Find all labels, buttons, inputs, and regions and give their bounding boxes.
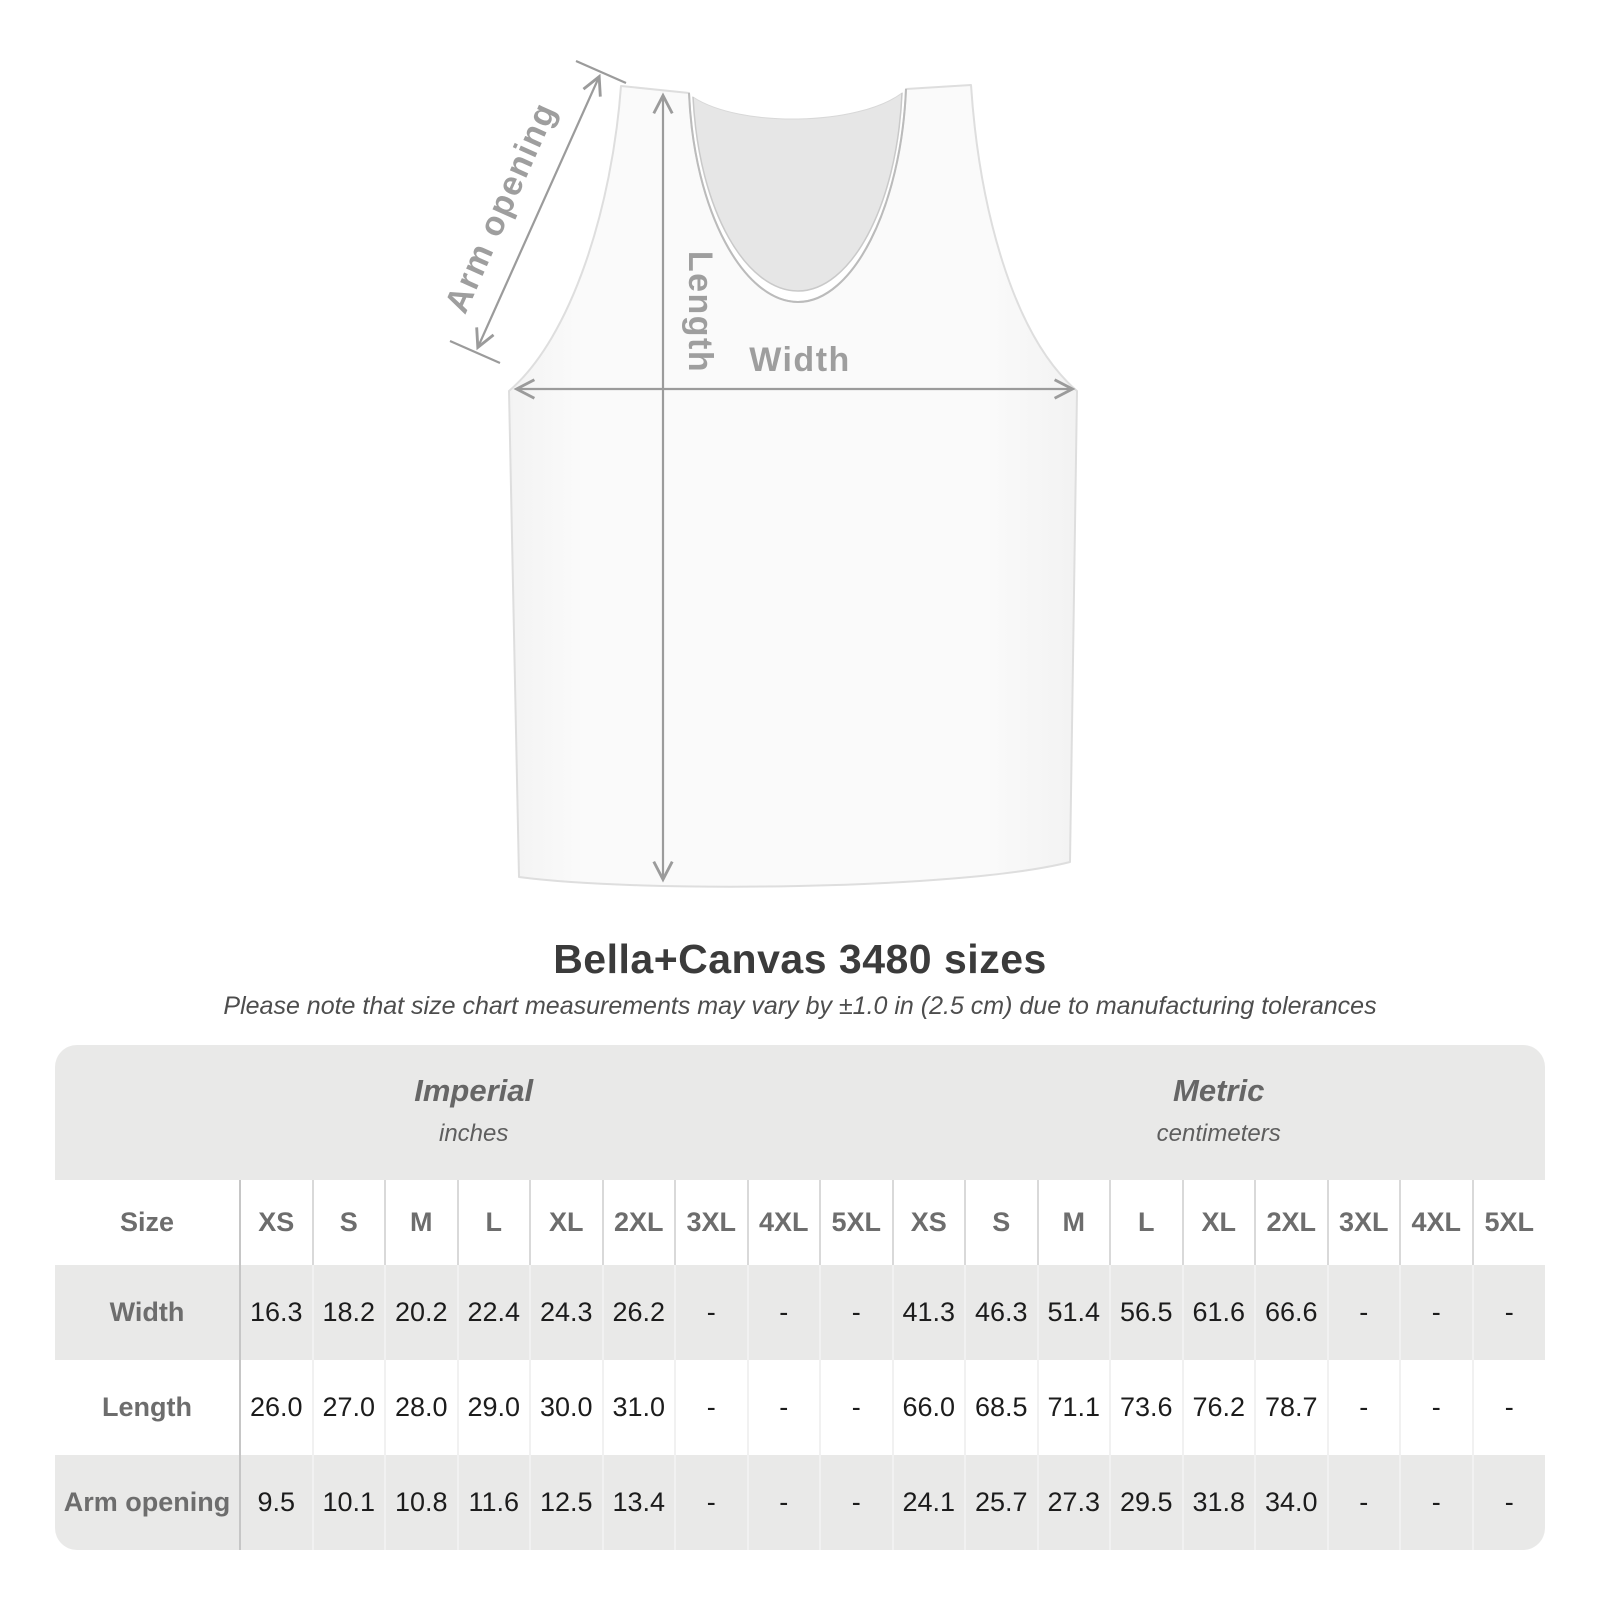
measurement-value: 68.5 (965, 1360, 1038, 1455)
size-header-metric-l: L (1110, 1180, 1183, 1265)
measurement-value: 51.4 (1038, 1265, 1111, 1360)
size-header-metric-m: M (1038, 1180, 1111, 1265)
measurement-value: - (675, 1360, 748, 1455)
measurement-value: - (748, 1360, 821, 1455)
size-header-imperial-s: S (313, 1180, 386, 1265)
measurement-value: - (820, 1360, 893, 1455)
size-table-body (55, 1265, 1545, 1550)
measurement-row-width (55, 1265, 1545, 1360)
measurement-value: 31.0 (603, 1360, 676, 1455)
size-header-imperial-xl: XL (530, 1180, 603, 1265)
width-dimension-label: Width (749, 341, 851, 379)
measurement-value: 12.5 (530, 1455, 603, 1550)
measurement-value: 78.7 (1255, 1360, 1328, 1455)
measurement-value: 16.3 (240, 1265, 313, 1360)
measurement-value: 20.2 (385, 1265, 458, 1360)
measurement-value: 10.8 (385, 1455, 458, 1550)
size-header-imperial-2xl: 2XL (603, 1180, 676, 1265)
measurement-value: 30.0 (530, 1360, 603, 1455)
measurement-value: 71.1 (1038, 1360, 1111, 1455)
measurement-value: - (1400, 1360, 1473, 1455)
measurement-value: - (1473, 1360, 1546, 1455)
measurement-value: 76.2 (1183, 1360, 1256, 1455)
measurement-value: 27.3 (1038, 1455, 1111, 1550)
measurement-value: 56.5 (1110, 1265, 1183, 1360)
measurement-value: 9.5 (240, 1455, 313, 1550)
unit-group-metric (892, 1045, 1545, 1180)
measurement-value: - (1328, 1265, 1401, 1360)
measurement-value: - (1473, 1265, 1546, 1360)
measurement-value: - (1400, 1455, 1473, 1550)
measurement-value: - (748, 1455, 821, 1550)
size-header-imperial-l: L (458, 1180, 531, 1265)
measurement-row-arm-opening (55, 1455, 1545, 1550)
size-header-row (55, 1180, 1545, 1265)
measurement-value: - (1473, 1455, 1546, 1550)
measurement-value: 10.1 (313, 1455, 386, 1550)
measurement-value: - (820, 1455, 893, 1550)
unit-group-unit: centimeters (1156, 1120, 1281, 1147)
measurement-value: - (1400, 1265, 1473, 1360)
measurement-value: 66.0 (893, 1360, 966, 1455)
measurement-value: 61.6 (1183, 1265, 1256, 1360)
size-table (55, 1045, 1545, 1550)
measurement-value: 18.2 (313, 1265, 386, 1360)
measurement-row-length (55, 1360, 1545, 1455)
unit-group-unit: inches (439, 1120, 509, 1147)
measurement-value: 13.4 (603, 1455, 676, 1550)
length-dimension-label: Length (681, 250, 719, 374)
measurement-value: 73.6 (1110, 1360, 1183, 1455)
measurement-value: 11.6 (458, 1455, 531, 1550)
tolerance-note: Please note that size chart measurements may vary by ±1.0 in (2.5 cm) due to manufacturing tolerances (223, 992, 1377, 1020)
size-header-imperial-3xl: 3XL (675, 1180, 748, 1265)
measurement-value: - (1328, 1455, 1401, 1550)
measurement-value: 29.5 (1110, 1455, 1183, 1550)
page-title: Bella+Canvas 3480 sizes (553, 936, 1047, 982)
measurement-value: 31.8 (1183, 1455, 1256, 1550)
measurement-value: 26.0 (240, 1360, 313, 1455)
arm-opening-dimension-label: Arm opening (437, 96, 565, 319)
size-header-metric-4xl: 4XL (1400, 1180, 1473, 1265)
size-header-imperial-4xl: 4XL (748, 1180, 821, 1265)
measurement-value: 66.6 (1255, 1265, 1328, 1360)
measurement-value: 34.0 (1255, 1455, 1328, 1550)
size-header-imperial-5xl: 5XL (820, 1180, 893, 1265)
measurement-value: 25.7 (965, 1455, 1038, 1550)
arm-opening-end-tick-bottom (450, 341, 500, 363)
measurement-value: - (675, 1455, 748, 1550)
measurement-value: 26.2 (603, 1265, 676, 1360)
unit-header (55, 1045, 1545, 1180)
measurement-value: 29.0 (458, 1360, 531, 1455)
size-header-metric-s: S (965, 1180, 1038, 1265)
unit-group-imperial (55, 1045, 892, 1180)
measurement-value: 46.3 (965, 1265, 1038, 1360)
measurement-label: Arm opening (63, 1487, 231, 1517)
size-header-metric-5xl: 5XL (1473, 1180, 1546, 1265)
measurement-value: - (820, 1265, 893, 1360)
measurement-value: - (1328, 1360, 1401, 1455)
measurement-value: - (748, 1265, 821, 1360)
measurement-value: 22.4 (458, 1265, 531, 1360)
size-header-imperial-m: M (385, 1180, 458, 1265)
size-header-metric-xl: XL (1183, 1180, 1256, 1265)
size-header-metric-2xl: 2XL (1255, 1180, 1328, 1265)
measurement-value: 24.3 (530, 1265, 603, 1360)
measurement-value: 41.3 (893, 1265, 966, 1360)
size-column-header: Size (119, 1207, 175, 1237)
size-table-grid (55, 1180, 1545, 1550)
size-header-metric-3xl: 3XL (1328, 1180, 1401, 1265)
measurement-value: 28.0 (385, 1360, 458, 1455)
measurement-label: Width (109, 1297, 185, 1327)
size-header-metric-xs: XS (893, 1180, 966, 1265)
measurement-value: 24.1 (893, 1455, 966, 1550)
arm-opening-end-tick-top (576, 61, 626, 83)
measurement-label: Length (102, 1392, 192, 1422)
unit-group-name: Metric (1173, 1073, 1265, 1108)
unit-group-name: Imperial (414, 1073, 534, 1108)
size-header-imperial-xs: XS (240, 1180, 313, 1265)
measurement-value: 27.0 (313, 1360, 386, 1455)
measurement-value: - (675, 1265, 748, 1360)
